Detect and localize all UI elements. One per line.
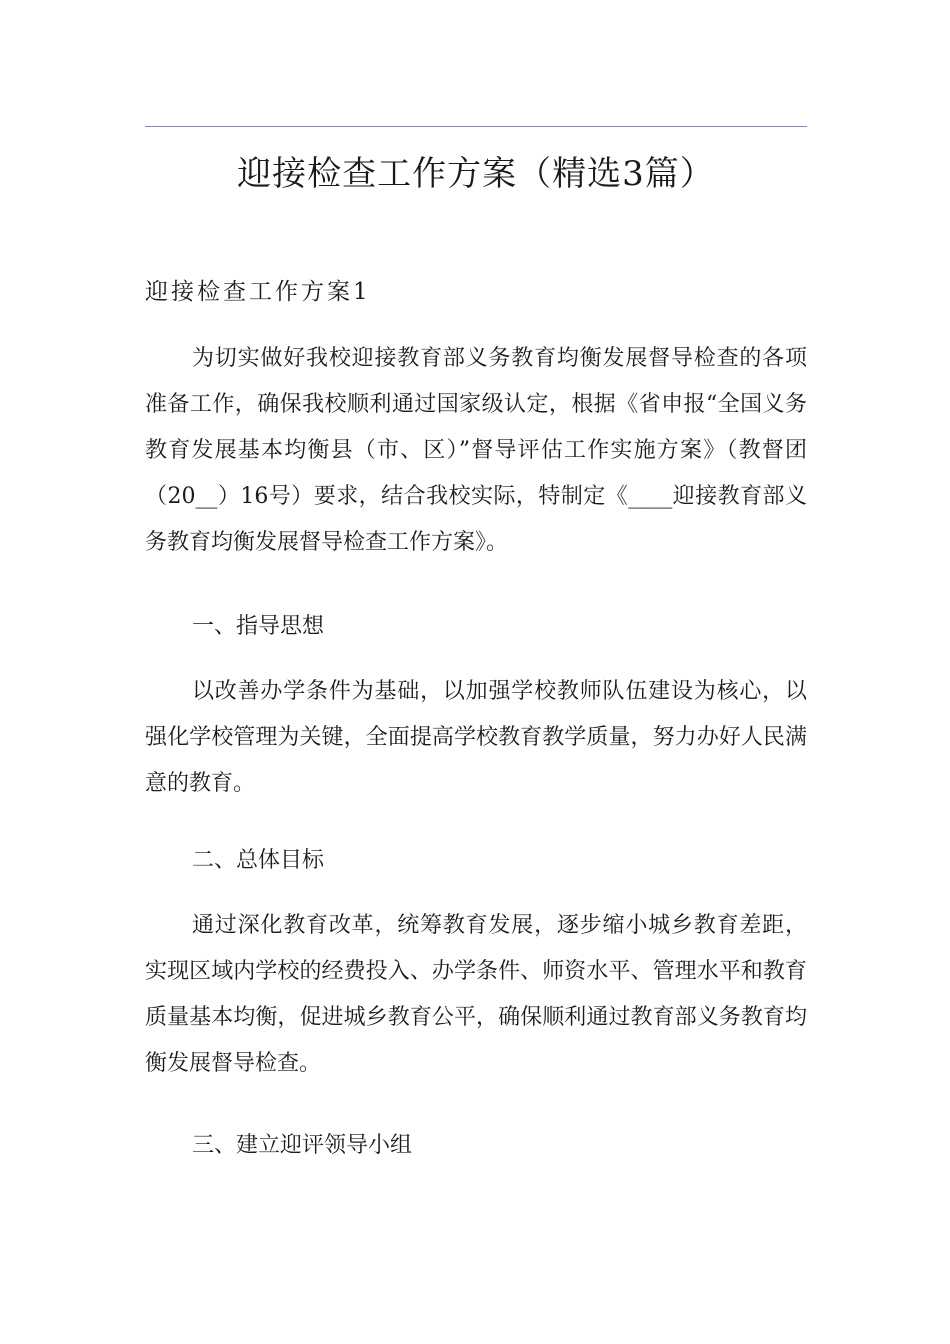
heading-overall-goal: 二、总体目标 <box>192 848 325 873</box>
section-title: 迎接检查工作方案1 <box>145 279 371 305</box>
guiding-ideology-paragraph: 以改善办学条件为基础，以加强学校教师队伍建设为核心，以强化学校管理为关键，全面提高学校教育教学质量，努力办好人民满意的教育。 <box>145 679 807 796</box>
heading-guiding-ideology: 一、指导思想 <box>192 614 325 639</box>
page-title: 迎接检查工作方案（精选3篇） <box>237 154 715 194</box>
heading-leadership-group: 三、建立迎评领导小组 <box>192 1133 413 1158</box>
intro-paragraph: 为切实做好我校迎接教育部义务教育均衡发展督导检查的各项准备工作，确保我校顺利通过国家级认定，根据《省申报“全国义务教育发展基本均衡县（市、区）”督导评估工作实施方案》（教督团（20__）16号）要求，结合我校实际，特制定《____迎接教育部义务教育均衡发展督导检查工作方案》。 <box>145 346 807 555</box>
overall-goal-paragraph: 通过深化教育改革，统筹教育发展，逐步缩小城乡教育差距，实现区域内学校的经费投入、办学条件、师资水平、管理水平和教育质量基本均衡，促进城乡教育公平，确保顺利通过教育部义务教育均衡发展督导检查。 <box>145 913 807 1076</box>
header-rule <box>145 126 807 127</box>
